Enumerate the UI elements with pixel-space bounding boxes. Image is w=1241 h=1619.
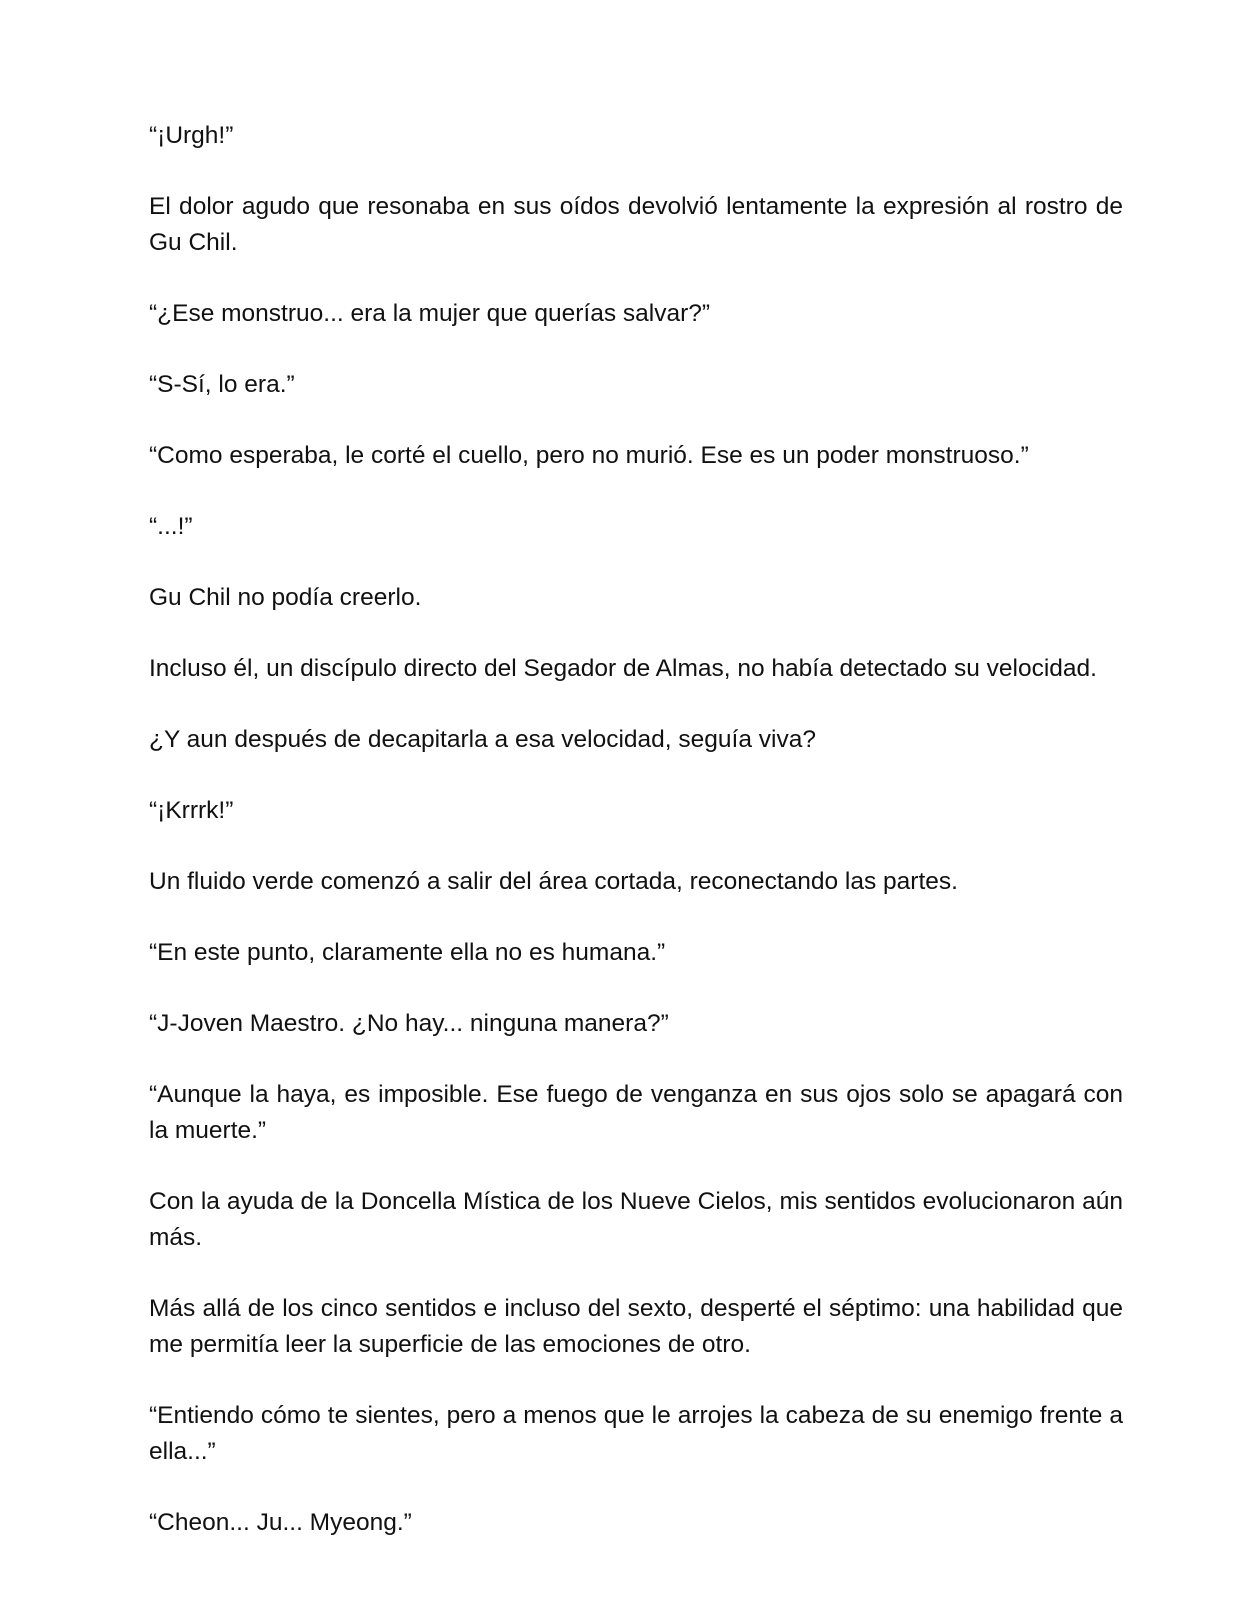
paragraph-9: ¿Y aun después de decapitarla a esa velocidad, seguía viva? — [149, 726, 816, 753]
paragraph-10: “¡Krrrk!” — [149, 797, 234, 824]
paragraph-15: Con la ayuda de la Doncella Mística de los Nueve Cielos, mis sentidos evolucionaron aún más. — [149, 1188, 1123, 1251]
paragraph-1: “¡Urgh!” — [149, 122, 234, 149]
paragraph-8: Incluso él, un discípulo directo del Segador de Almas, no había detectado su velocidad. — [149, 655, 1097, 682]
paragraph-7: Gu Chil no podía creerlo. — [149, 584, 422, 611]
paragraph-6: “...!” — [149, 513, 193, 540]
paragraph-11: Un fluido verde comenzó a salir del área cortada, reconectando las partes. — [149, 868, 958, 895]
paragraph-14: “Aunque la haya, es imposible. Ese fuego de venganza en sus ojos solo se apagará con la muerte.” — [149, 1081, 1123, 1144]
paragraph-2: El dolor agudo que resonaba en sus oídos devolvió lentamente la expresión al rostro de Gu Chil. — [149, 193, 1123, 256]
paragraph-5: “Como esperaba, le corté el cuello, pero no murió. Ese es un poder monstruoso.” — [149, 442, 1029, 469]
paragraph-3: “¿Ese monstruo... era la mujer que querías salvar?” — [149, 300, 711, 327]
paragraph-16: Más allá de los cinco sentidos e incluso del sexto, desperté el séptimo: una habilidad que me permitía leer la superficie de las emociones de otro. — [149, 1295, 1123, 1358]
paragraph-18: “Cheon... Ju... Myeong.” — [149, 1509, 412, 1536]
paragraph-12: “En este punto, claramente ella no es humana.” — [149, 939, 666, 966]
document-body — [149, 118, 1123, 1541]
paragraph-13: “J-Joven Maestro. ¿No hay... ninguna manera?” — [149, 1010, 669, 1037]
paragraph-17: “Entiendo cómo te sientes, pero a menos que le arrojes la cabeza de su enemigo frente a ella...” — [149, 1402, 1123, 1465]
paragraph-4: “S-Sí, lo era.” — [149, 371, 295, 398]
